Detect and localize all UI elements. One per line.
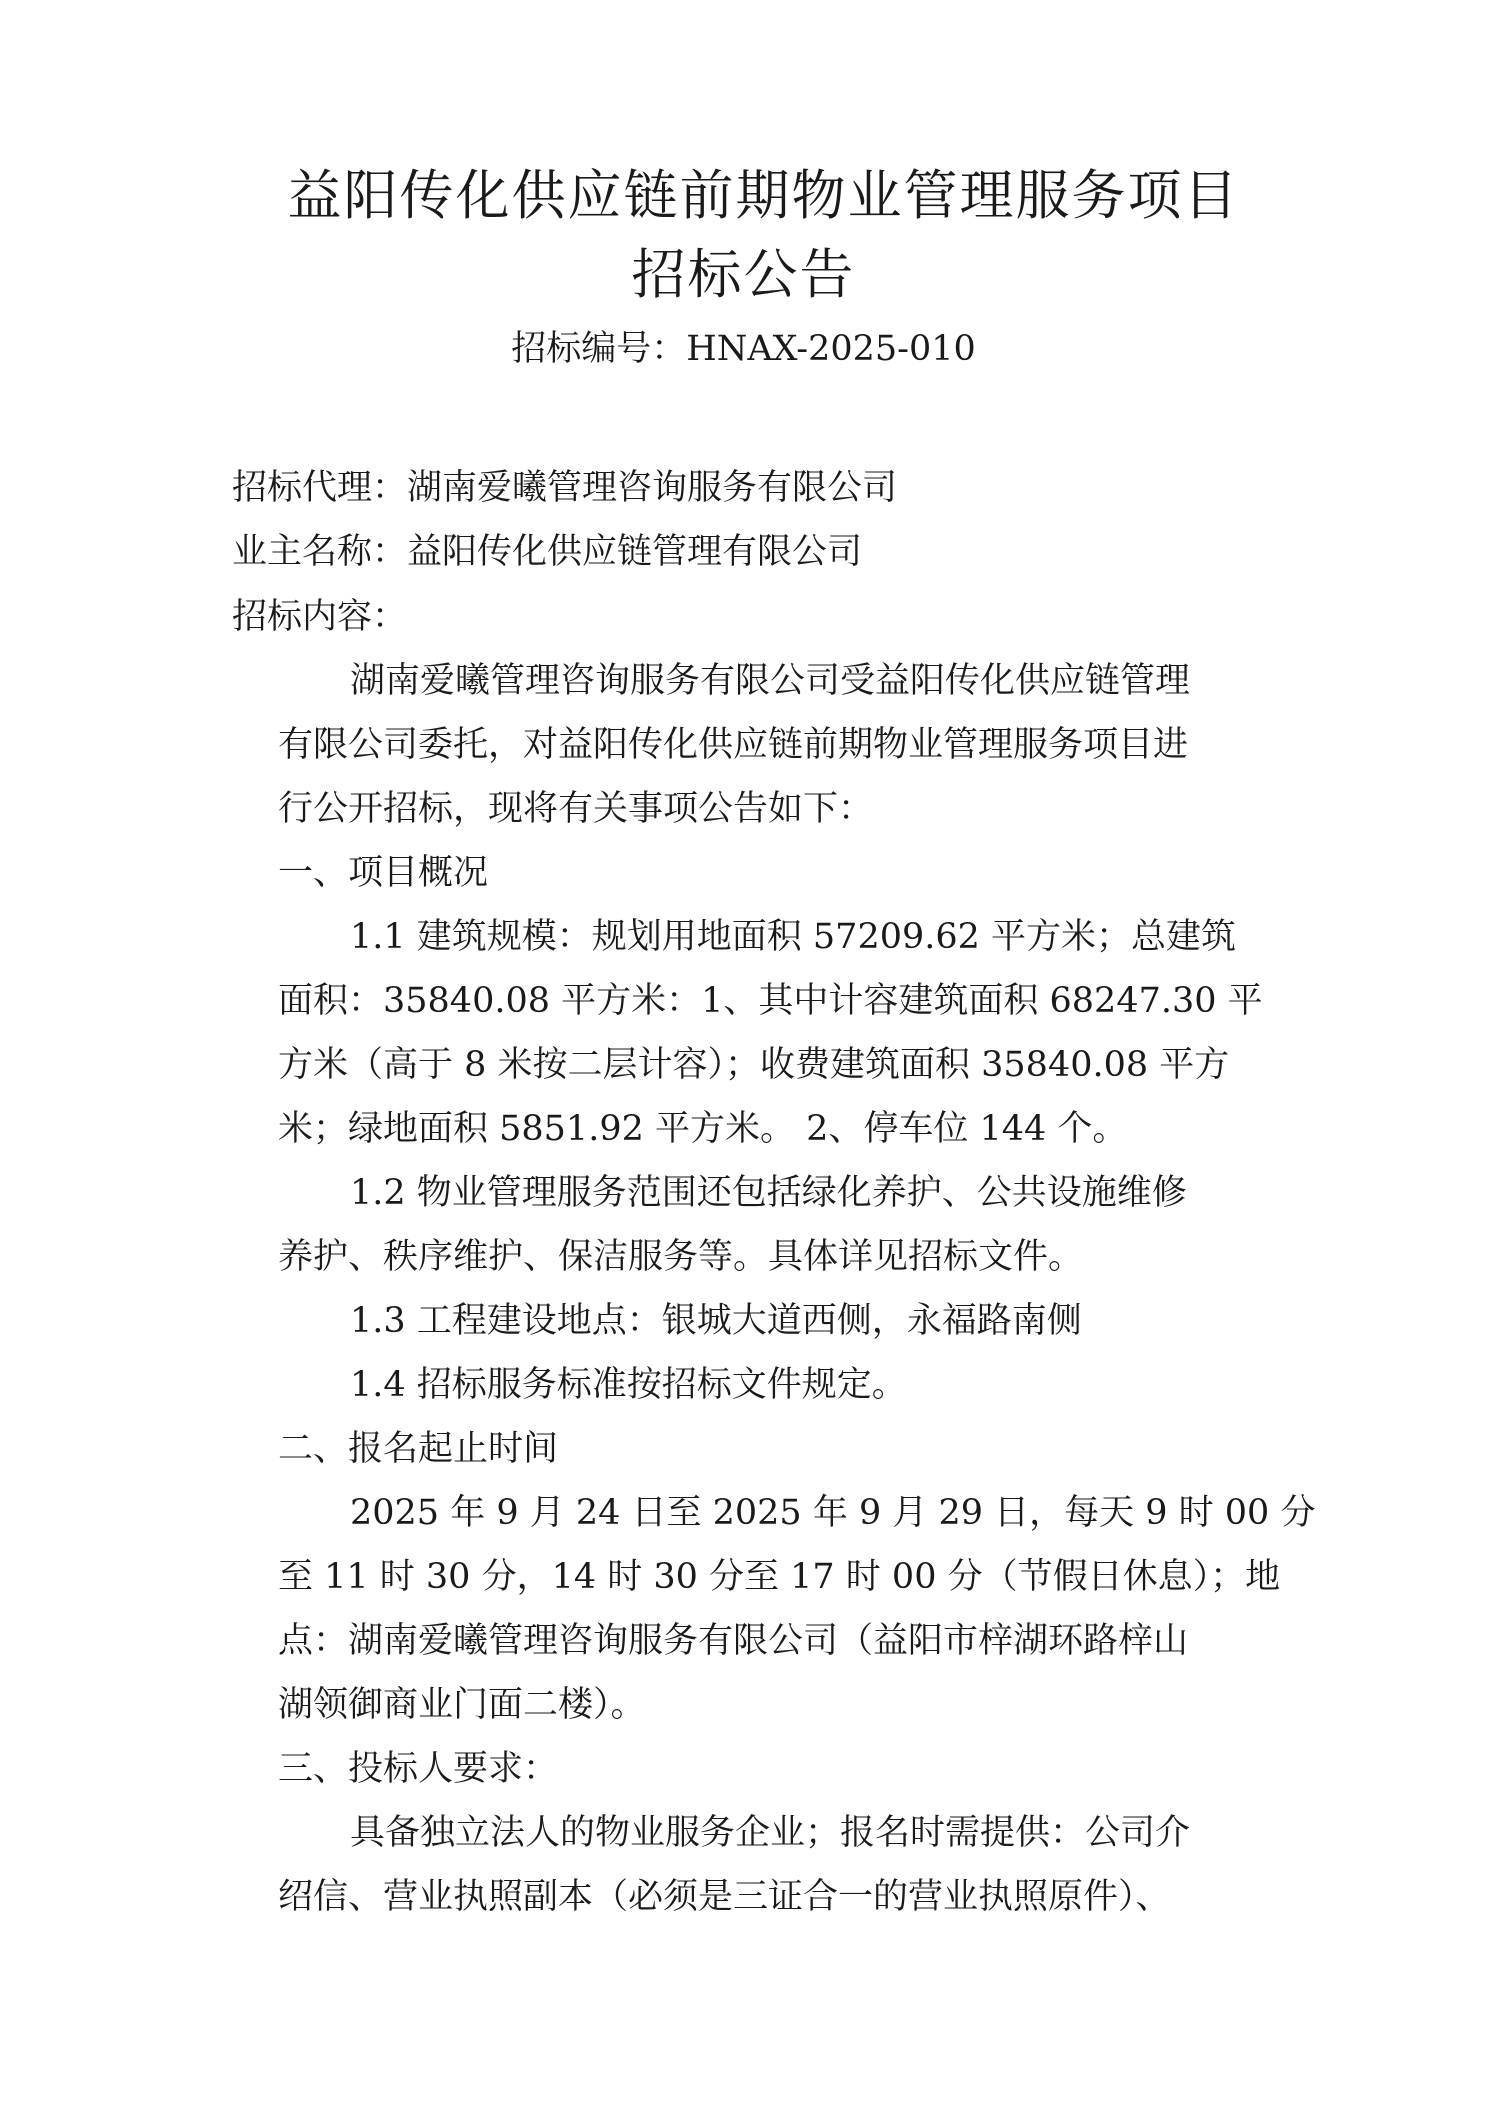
bid-number: 招标编号：HNAX-2025-010 xyxy=(511,329,976,369)
section3-line: 具备独立法人的物业服务企业；报名时需提供：公司介 xyxy=(350,1813,1191,1853)
section1-item3: 1.3 工程建设地点：银城大道西侧，永福路南侧 xyxy=(350,1301,1082,1341)
section1-item1-line: 面积：35840.08 平方米：1、其中计容建筑面积 68247.30 平 xyxy=(278,981,1263,1021)
section1-item1-line: 方米（高于 8 米按二层计容）；收费建筑面积 35840.08 平方 xyxy=(278,1045,1230,1085)
section1-item2-line: 养护、秩序维护、保洁服务等。具体详见招标文件。 xyxy=(278,1237,1084,1277)
intro-line: 有限公司委托，对益阳传化供应链前期物业管理服务项目进 xyxy=(278,725,1189,765)
section2-line: 点：湖南爱曦管理咨询服务有限公司（益阳市梓湖环路梓山 xyxy=(278,1621,1189,1661)
document-title-line1: 益阳传化供应链前期物业管理服务项目 xyxy=(287,164,1240,227)
section1-item4: 1.4 招标服务标准按招标文件规定。 xyxy=(350,1365,907,1405)
bid-agent: 招标代理：湖南爱曦管理咨询服务有限公司 xyxy=(232,468,898,508)
section1-item1-line: 米；绿地面积 5851.92 平方米。 2、停车位 144 个。 xyxy=(278,1109,1128,1149)
section1-item2-line: 1.2 物业管理服务范围还包括绿化养护、公共设施维修 xyxy=(350,1173,1187,1213)
section3-heading: 三、投标人要求： xyxy=(278,1749,559,1789)
section2-heading: 二、报名起止时间 xyxy=(278,1429,559,1469)
bid-content-label: 招标内容： xyxy=(232,597,408,637)
section2-line: 至 11 时 30 分，14 时 30 分至 17 时 00 分（节假日休息）；地 xyxy=(278,1557,1281,1597)
owner-name: 业主名称：益阳传化供应链管理有限公司 xyxy=(232,532,863,572)
section1-heading: 一、项目概况 xyxy=(278,853,489,893)
section3-line: 绍信、营业执照副本（必须是三证合一的营业执照原件）、 xyxy=(278,1877,1171,1917)
intro-line: 行公开招标，现将有关事项公告如下： xyxy=(278,789,874,829)
section2-line: 湖领御商业门面二楼）。 xyxy=(278,1685,646,1725)
document-title-line2: 招标公告 xyxy=(631,243,856,306)
section1-item1-line: 1.1 建筑规模：规划用地面积 57209.62 平方米；总建筑 xyxy=(350,917,1237,957)
intro-line: 湖南爱曦管理咨询服务有限公司受益阳传化供应链管理 xyxy=(350,661,1191,701)
section2-line: 2025 年 9 月 24 日至 2025 年 9 月 29 日，每天 9 时 00 分 xyxy=(350,1493,1316,1533)
